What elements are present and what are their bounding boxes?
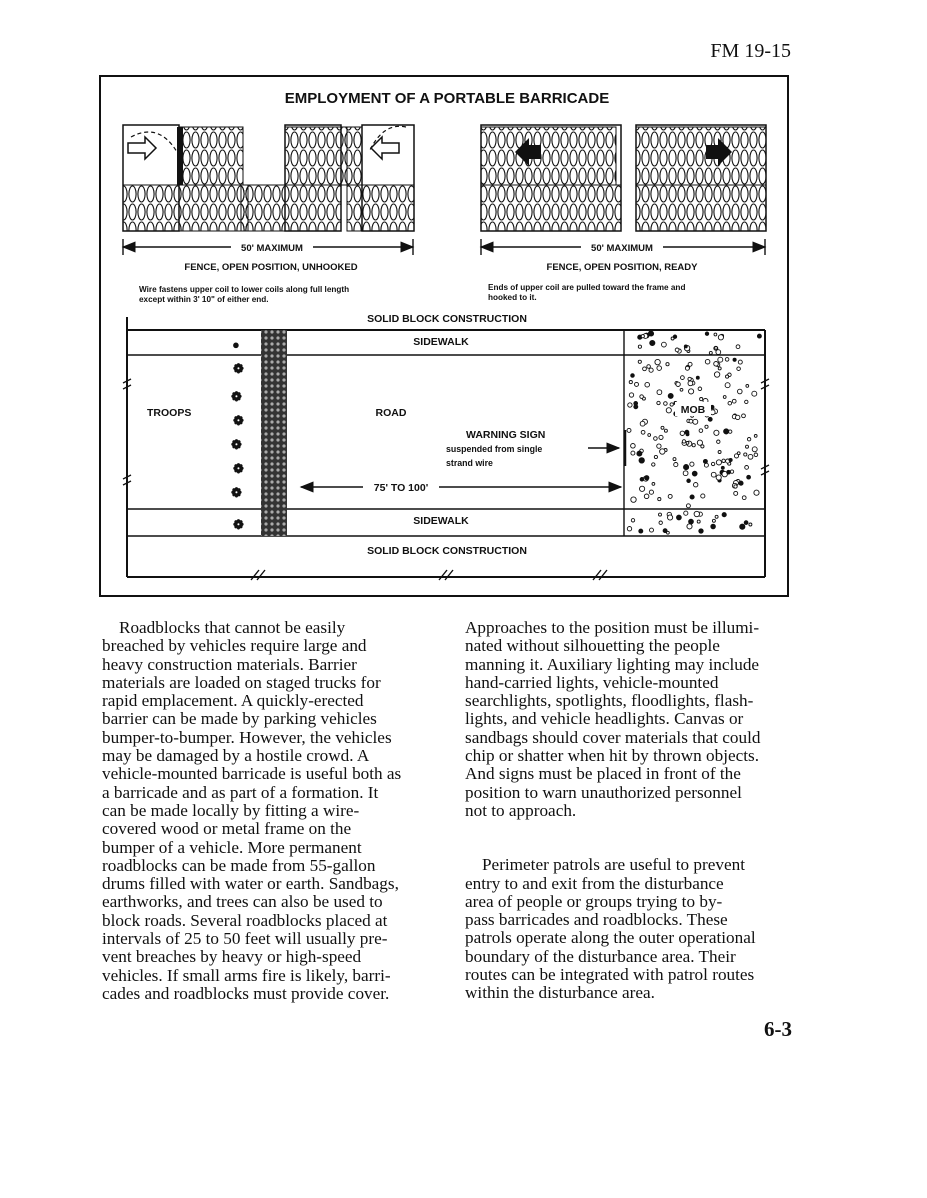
crowd-dot	[664, 429, 667, 432]
crowd-dot	[658, 498, 661, 501]
crowd-dot	[694, 483, 698, 487]
right-caption: FENCE, OPEN POSITION, READY	[546, 262, 698, 273]
crowd-dot	[650, 528, 654, 532]
crowd-dot	[640, 421, 645, 426]
crowd-dot	[711, 462, 714, 465]
crowd-dot	[714, 333, 717, 336]
figure-title: EMPLOYMENT OF A PORTABLE BARRICADE	[284, 90, 610, 107]
crowd-dot	[688, 377, 691, 380]
crowd-dot	[631, 444, 636, 449]
crowd-dot	[724, 429, 729, 434]
warning-sign-note2: strand wire	[446, 458, 493, 468]
crowd-dot	[640, 395, 644, 399]
text-line: breached by vehicles require large and	[102, 636, 367, 656]
right-note-line2: hooked to it.	[488, 293, 537, 302]
crowd-dot	[734, 491, 738, 495]
text-line: bumper of a vehicle. More permanent	[102, 837, 362, 857]
crowd-dot	[680, 388, 683, 391]
crowd-dot	[686, 442, 689, 445]
crowd-dot	[690, 462, 694, 466]
crowd-dot	[722, 513, 726, 517]
crowd-dot	[668, 494, 672, 498]
crowd-dot	[649, 490, 653, 494]
crowd-dot	[717, 440, 720, 443]
crowd-dot	[745, 400, 748, 403]
left-note-line1: Wire fastens upper coil to lower coils along full length	[139, 285, 350, 294]
crowd-dot	[635, 382, 639, 386]
crowd-dot	[670, 403, 673, 406]
crowd-dot	[684, 511, 688, 515]
crowd-dot	[639, 529, 643, 533]
text-line: a barricade and as part of a formation. It	[102, 782, 379, 802]
crowd-dot	[714, 430, 719, 435]
crowd-dot	[631, 519, 634, 522]
text-line: routes can be integrated with patrol routes	[465, 965, 755, 985]
left-note-line2: except within 3' 10" of either end.	[139, 295, 269, 304]
crowd-dot	[649, 368, 653, 372]
crowd-dot	[684, 465, 689, 470]
crowd-dot	[631, 497, 636, 502]
text-line: manning it. Auxiliary lighting may include	[465, 654, 760, 674]
top-block-label: SOLID BLOCK CONSTRUCTION	[367, 313, 527, 325]
crowd-dot	[696, 376, 699, 379]
crowd-dot	[701, 494, 705, 498]
crowd-dot	[716, 460, 721, 465]
left-fence-drawing	[123, 125, 414, 231]
crowd-dot	[640, 478, 644, 482]
text-line: entry to and exit from the disturbance	[465, 873, 724, 893]
crowd-dot	[711, 472, 716, 477]
crowd-dot	[747, 475, 751, 479]
crowd-dot	[700, 398, 703, 401]
crowd-dot	[641, 335, 644, 338]
text-line: can be made locally by fitting a wire-	[102, 800, 360, 820]
crowd-dot	[640, 486, 645, 491]
crowd-dot	[644, 494, 649, 499]
svg-text:❁: ❁	[233, 361, 244, 376]
text-line: hand-carried lights, vehicle-mounted	[465, 672, 719, 692]
crowd-dot	[657, 444, 661, 448]
crowd-dot	[659, 513, 662, 516]
crowd-dot	[733, 358, 736, 361]
crowd-dot	[725, 358, 729, 362]
crowd-dot	[737, 452, 740, 455]
crowd-dot	[648, 434, 651, 437]
right-fence-drawing	[481, 125, 766, 231]
crowd-dot	[682, 440, 685, 443]
text-line: materials are loaded on staged trucks for	[102, 672, 381, 692]
crowd-dot	[744, 453, 747, 456]
crowd-dot	[674, 463, 678, 467]
crowd-dot	[650, 340, 655, 345]
crowd-dot	[752, 391, 757, 396]
svg-text:❁: ❁	[233, 517, 244, 532]
crowd-dot	[684, 345, 687, 348]
text-line: cades and roadblocks must provide cover.	[102, 983, 390, 1003]
crowd-dot	[734, 485, 737, 488]
left-column	[102, 619, 437, 1003]
right-dimension-label: 50' MAXIMUM	[591, 243, 653, 254]
crowd-dot	[708, 417, 712, 421]
crowd-dot	[721, 466, 724, 469]
crowd-dot	[727, 470, 731, 474]
crowd-dot	[666, 408, 671, 413]
distance-label: 75' TO 100'	[373, 482, 429, 494]
crowd-dot	[718, 451, 721, 454]
left-dimension-label: 50' MAXIMUM	[241, 243, 303, 254]
crowd-dot	[749, 523, 752, 526]
crowd-dot	[714, 362, 719, 367]
crowd-dot	[659, 521, 662, 524]
crowd-dot	[705, 425, 708, 428]
road-label: ROAD	[375, 407, 407, 419]
crowd-dot	[718, 335, 723, 340]
crowd-dot	[699, 429, 703, 433]
svg-text:❁: ❁	[231, 437, 242, 452]
crowd-dot	[754, 435, 757, 438]
crowd-dot	[732, 399, 736, 403]
text-line: vent breaches by heavy or high-speed	[102, 947, 362, 967]
text-line: covered wood or metal frame on the	[102, 819, 352, 839]
crowd-dot	[709, 351, 712, 354]
text-line: Approaches to the position must be illumi-	[465, 618, 760, 637]
svg-text:❁: ❁	[231, 389, 242, 404]
right-note-line1: Ends of upper coil are pulled toward the frame and	[488, 283, 686, 292]
crowd-dot	[754, 490, 759, 495]
crowd-dot	[652, 463, 655, 466]
svg-text:❁: ❁	[231, 485, 242, 500]
wire-barricade	[261, 330, 287, 536]
crowd-dot	[643, 367, 647, 371]
crowd-dot	[627, 527, 631, 531]
crowd-dot	[726, 375, 729, 378]
crowd-dot	[736, 345, 740, 349]
crowd-dot	[737, 367, 741, 371]
crowd-dot	[697, 440, 702, 445]
text-line: nated without silhouetting the people	[465, 636, 720, 656]
crowd-dot	[705, 359, 710, 364]
crowd-dot	[657, 390, 662, 395]
text-line: patrols operate along the outer operational	[465, 928, 756, 948]
crowd-dot	[699, 529, 703, 533]
crowd-dot	[742, 496, 746, 500]
crowd-dot	[711, 524, 716, 529]
crowd-dot	[693, 419, 698, 424]
crowd-dot	[703, 459, 707, 463]
barricade-diagram	[101, 77, 787, 595]
crowd-dot	[716, 350, 721, 355]
crowd-dot	[675, 348, 679, 352]
crowd-dot	[631, 451, 635, 455]
text-line: Perimeter patrols are useful to prevent	[482, 855, 745, 875]
crowd-dot	[654, 455, 657, 458]
crowd-dot	[715, 347, 718, 350]
crowd-dot	[725, 383, 730, 388]
crowd-dot	[654, 437, 658, 441]
crowd-dot	[668, 393, 673, 398]
text-line: Roadblocks that cannot be easily	[119, 618, 346, 637]
crowd-dot	[723, 396, 726, 399]
arrow-right-icon	[128, 137, 156, 159]
running-header: FM 19-15	[710, 40, 791, 62]
text-line: heavy construction materials. Barrier	[102, 654, 357, 674]
crowd-dot	[661, 426, 664, 429]
crowd-dot	[657, 366, 662, 371]
right-paragraph-2	[465, 856, 800, 1002]
crowd-dot	[688, 381, 693, 386]
warning-sign-label: WARNING SIGN	[466, 429, 546, 441]
crowd-dot	[748, 454, 753, 459]
svg-text:❁: ❁	[233, 413, 244, 428]
crowd-dot	[662, 342, 667, 347]
text-line: pass barricades and roadblocks. These	[465, 910, 728, 930]
crowd-dot	[681, 376, 685, 380]
crowd-dot	[742, 414, 746, 418]
crowd-dot	[740, 524, 745, 529]
crowd-dot	[687, 524, 692, 529]
left-paragraph	[102, 619, 437, 1003]
crowd-dot	[718, 367, 721, 370]
text-line: roadblocks can be made from 55-gallon	[102, 855, 376, 875]
crowd-dot	[689, 389, 694, 394]
crowd-dot	[687, 479, 691, 483]
text-line: position to warn unauthorized personnel	[465, 782, 742, 802]
crowd-dot	[673, 458, 676, 461]
text-line: chip or shatter when hit by thrown objects.	[465, 746, 760, 766]
text-line: lights, and vehicle headlights. Canvas or	[465, 709, 744, 729]
crowd-dot	[744, 521, 748, 525]
crowd-dot	[686, 504, 690, 508]
warning-sign-note1: suspended from single	[446, 444, 543, 454]
crowd-dot	[680, 431, 684, 435]
right-paragraph-1	[465, 619, 800, 820]
crowd-dot	[660, 449, 665, 454]
crowd-dot	[747, 438, 750, 441]
crowd-dot	[736, 415, 740, 419]
crowd-dot	[716, 475, 721, 480]
crowd-dot	[752, 447, 757, 452]
text-line: vehicles. If small arms fire is likely, barri-	[102, 965, 391, 985]
crowd-dot	[627, 428, 631, 432]
crowd-dot	[692, 444, 695, 447]
crowd-dot	[728, 401, 732, 405]
crowd-dot	[645, 476, 649, 480]
crowd-dot	[722, 459, 725, 462]
left-caption: FENCE, OPEN POSITION, UNHOOKED	[184, 262, 358, 273]
crowd-dot	[745, 466, 749, 470]
crowd-dot	[657, 401, 660, 404]
text-line: earthworks, and trees can also be used to	[102, 892, 383, 912]
crowd-dot	[668, 515, 673, 520]
svg-text:❁: ❁	[233, 461, 244, 476]
crowd-dot	[634, 402, 638, 406]
crowd-dot	[663, 529, 667, 533]
bottom-block-label: SOLID BLOCK CONSTRUCTION	[367, 545, 527, 557]
text-line: not to approach.	[465, 800, 577, 820]
crowd-dot	[705, 332, 708, 335]
page-number: 6-3	[764, 1017, 792, 1041]
crowd-dot	[637, 451, 642, 456]
text-line: boundary of the disturbance area. Their	[465, 946, 736, 966]
text-line: sandbags should cover materials that could	[465, 727, 761, 747]
troop-markers	[231, 337, 244, 532]
text-line: bumper-to-bumper. However, the vehicles	[102, 727, 392, 747]
crowd-dot	[645, 382, 650, 387]
crowd-dot	[694, 511, 699, 516]
crowd-dot	[738, 360, 742, 364]
top-sidewalk-label: SIDEWALK	[413, 336, 469, 348]
text-line: area of people or groups trying to by-	[465, 891, 723, 911]
crowd-dot	[714, 372, 719, 377]
text-line: And signs must be placed in front of the	[465, 764, 741, 784]
crowd-dot	[652, 483, 655, 486]
crowd-dot	[631, 374, 635, 378]
crowd-dot	[757, 334, 761, 338]
street-plan	[123, 313, 769, 580]
crowd-dot	[673, 335, 676, 338]
crowd-dot	[629, 381, 632, 384]
text-line: block roads. Several roadblocks placed at	[102, 910, 388, 930]
crowd-dot	[715, 515, 718, 518]
svg-text:●: ●	[232, 337, 240, 352]
crowd-dot	[746, 445, 749, 448]
crowd-dot	[647, 365, 651, 369]
mob-crowd	[627, 331, 761, 534]
crowd-dot	[685, 430, 689, 434]
crowd-dot	[628, 403, 632, 407]
mob-label: MOB	[680, 404, 706, 416]
text-line: within the disturbance area.	[465, 983, 655, 1003]
text-line: drums filled with water or earth. Sandbags,	[102, 874, 399, 894]
text-line: may be damaged by a hostile crowd. A	[102, 746, 370, 766]
crowd-dot	[676, 382, 680, 386]
crowd-dot	[666, 363, 669, 366]
crowd-dot	[639, 458, 644, 463]
crowd-dot	[685, 366, 689, 370]
troops-label: TROOPS	[147, 407, 192, 419]
crowd-dot	[664, 402, 668, 406]
crowd-dot	[689, 519, 694, 524]
crowd-dot	[659, 435, 663, 439]
text-line: barrier can be made by parking vehicles	[102, 709, 377, 729]
barricade-figure	[99, 75, 789, 597]
crowd-dot	[692, 471, 697, 476]
crowd-dot	[655, 359, 660, 364]
crowd-dot	[638, 345, 641, 348]
crowd-dot	[718, 357, 723, 362]
right-column	[465, 619, 800, 1003]
crowd-dot	[712, 519, 715, 522]
crowd-dot	[698, 387, 702, 391]
bottom-sidewalk-label: SIDEWALK	[413, 515, 469, 527]
crowd-dot	[754, 453, 758, 457]
text-line: rapid emplacement. A quickly-erected	[102, 691, 364, 711]
crowd-dot	[641, 430, 645, 434]
crowd-dot	[638, 360, 641, 363]
crowd-dot	[697, 520, 700, 523]
crowd-dot	[746, 385, 749, 388]
crowd-dot	[729, 458, 732, 461]
crowd-dot	[683, 471, 688, 476]
crowd-dot	[738, 389, 743, 394]
crowd-dot	[739, 481, 743, 485]
crowd-dot	[690, 495, 694, 499]
text-line: searchlights, spotlights, floodlights, flash-	[465, 691, 754, 711]
text-line: vehicle-mounted barricade is useful both as	[102, 764, 402, 784]
crowd-dot	[689, 419, 693, 423]
text-line: intervals of 25 to 50 feet will usually pre-	[102, 929, 388, 949]
crowd-dot	[677, 515, 682, 520]
crowd-dot	[629, 393, 633, 397]
